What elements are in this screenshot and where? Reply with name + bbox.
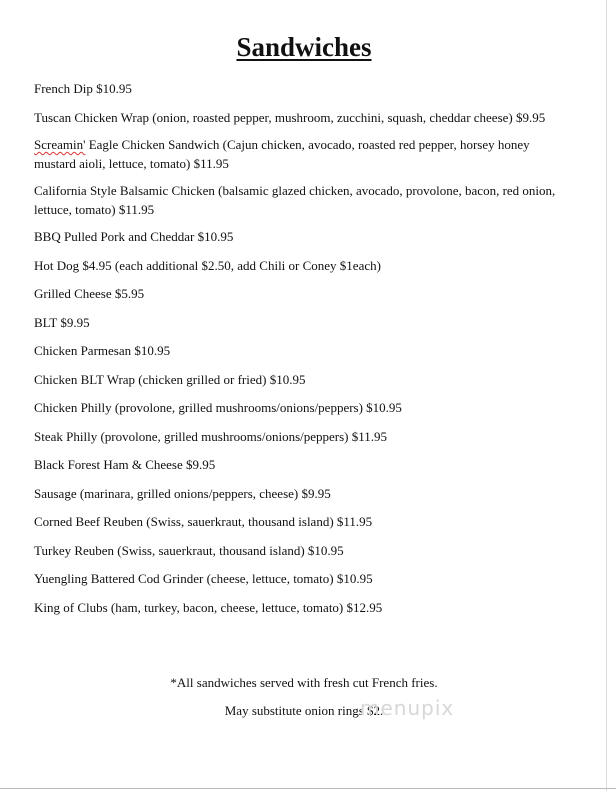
menu-item: Chicken Philly (provolone, grilled mushrooms/onions/peppers) $10.95 bbox=[34, 400, 402, 415]
spellcheck-word: Screamin' bbox=[34, 137, 86, 152]
menu-item-list bbox=[34, 80, 574, 627]
menu-item: Corned Beef Reuben (Swiss, sauerkraut, thousand island) $11.95 bbox=[34, 514, 373, 529]
menu-item: Chicken Parmesan $10.95 bbox=[34, 343, 171, 358]
page-bottom-divider bbox=[0, 788, 616, 789]
menu-item: Chicken BLT Wrap (chicken grilled or fried) $10.95 bbox=[34, 371, 306, 387]
menu-item: Turkey Reuben (Swiss, sauerkraut, thousand island) $10.95 bbox=[34, 542, 344, 558]
menu-item: Black Forest Ham & Cheese $9.95 bbox=[34, 457, 216, 472]
menu-item: Screamin' Eagle Chicken Sandwich (Cajun chicken, avocado, roasted red pepper, horsey honey mustard aioli, lettuce, tomato) $11.95 bbox=[34, 137, 530, 171]
fries-note: *All sandwiches served with fresh cut French fries. bbox=[170, 675, 438, 690]
menu-item: Hot Dog $4.95 (each additional $2.50, add Chili or Coney $1each) bbox=[34, 257, 381, 273]
menu-item: Yuengling Battered Cod Grinder (cheese, lettuce, tomato) $10.95 bbox=[34, 571, 373, 586]
menu-item: Grilled Cheese $5.95 bbox=[34, 286, 145, 301]
menu-item: BLT $9.95 bbox=[34, 314, 90, 330]
menu-item: Sausage (marinara, grilled onions/peppers, cheese) $9.95 bbox=[34, 485, 331, 501]
page-title: Sandwiches bbox=[236, 32, 372, 62]
menu-item: Tuscan Chicken Wrap (onion, roasted pepper, mushroom, zucchini, squash, cheddar cheese) $9.95 bbox=[34, 109, 546, 125]
menu-item: BBQ Pulled Pork and Cheddar $10.95 bbox=[34, 229, 234, 244]
menu-item: California Style Balsamic Chicken (balsamic glazed chicken, avocado, provolone, bacon, red onion, lettuce, tomato) $11.95 bbox=[34, 183, 556, 217]
watermark-logo: menupix bbox=[360, 696, 455, 720]
menu-item: French Dip $10.95 bbox=[34, 81, 132, 96]
menu-item: King of Clubs (ham, turkey, bacon, cheese, lettuce, tomato) $12.95 bbox=[34, 599, 383, 615]
page-edge-divider bbox=[606, 0, 607, 791]
onion-rings-note: May substitute onion rings $2. bbox=[224, 703, 384, 718]
menu-item: Steak Philly (provolone, grilled mushrooms/onions/peppers) $11.95 bbox=[34, 428, 388, 444]
